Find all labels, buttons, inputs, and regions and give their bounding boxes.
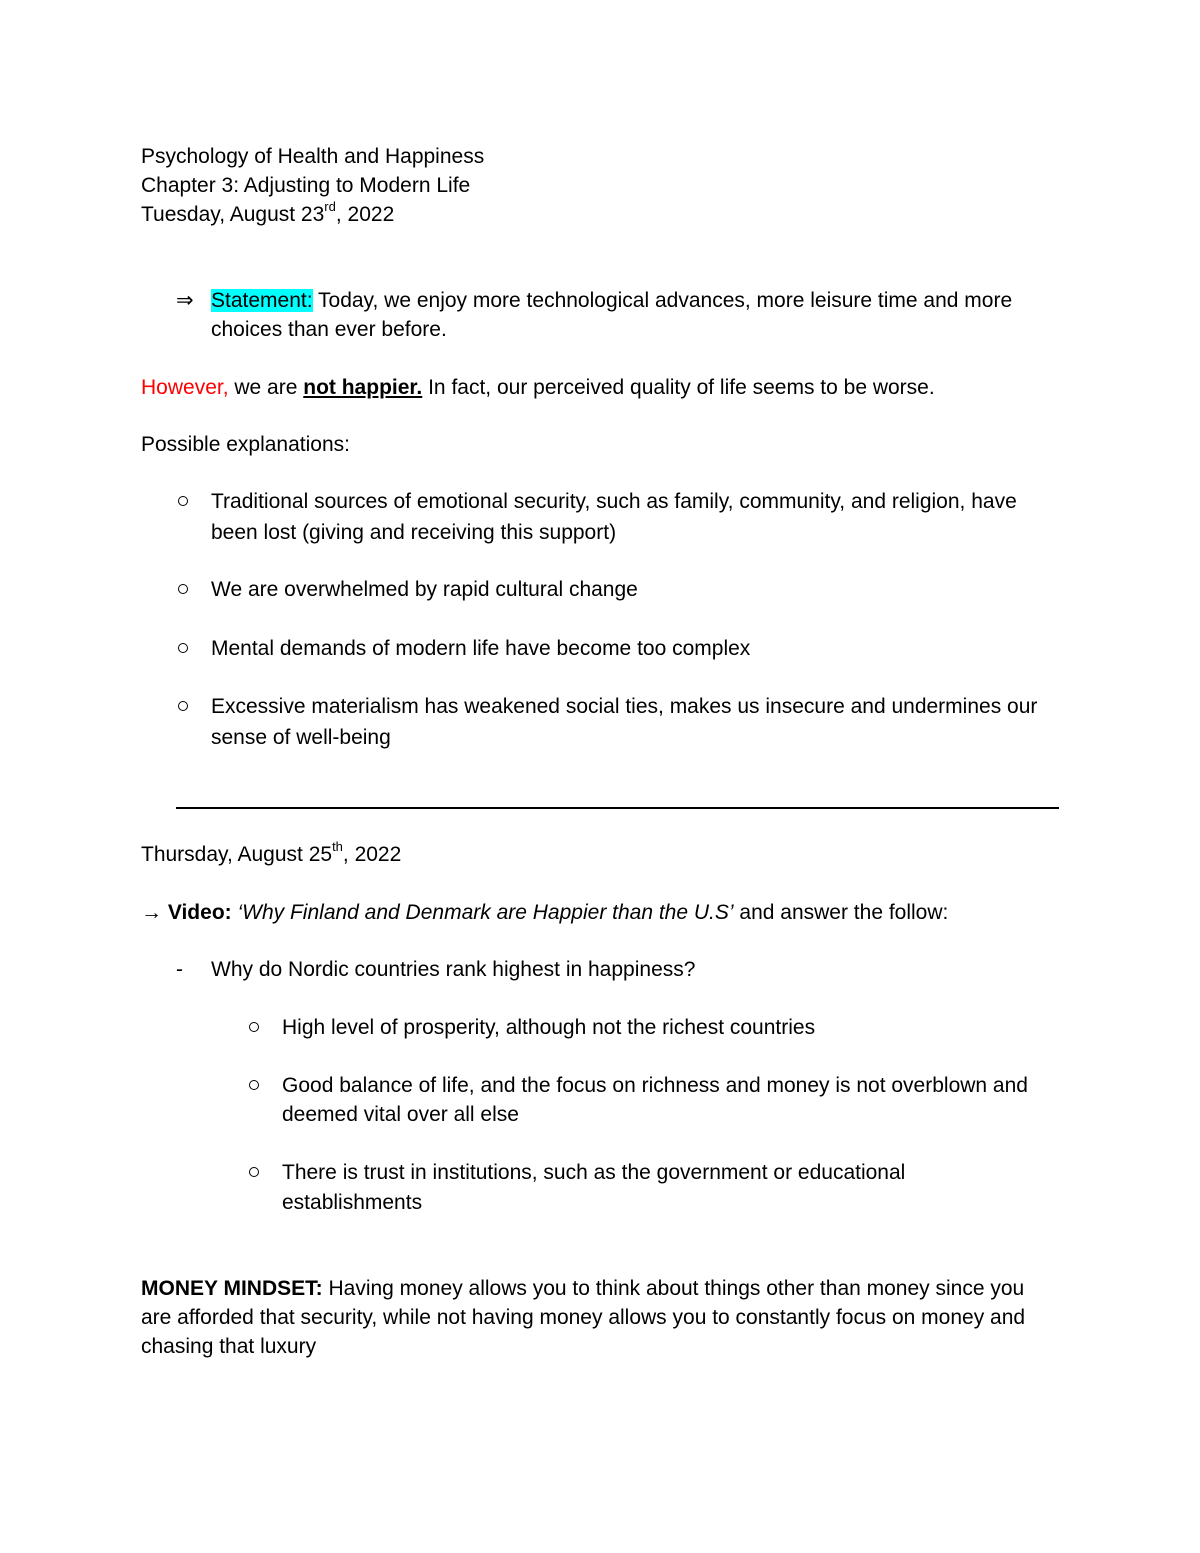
money-mindset-line-3 [141,1332,316,1361]
session-date-2 [141,840,401,869]
money-mindset-text-1: Having money allows you to think about things other than money since you [322,1277,1025,1300]
answer-item [282,1013,815,1042]
right-arrow-icon: → [141,901,162,924]
money-mindset-text-3: chasing that luxury [141,1335,317,1358]
statement-line-2 [211,315,447,344]
course-title-text: Psychology of Health and Happiness [141,145,485,168]
circle-bullet-icon [249,1080,259,1090]
statement-text-1: Today, we enjoy more technological advances, more leisure time and more [312,289,1013,312]
money-mindset-text-2: are afforded that security, while not having money allows you to constantly focus on money and [141,1306,1026,1329]
explanation-item [211,575,638,604]
chapter-title-text: Chapter 3: Adjusting to Modern Life [141,174,471,197]
question-line [211,955,695,984]
circle-bullet-icon [249,1022,259,1032]
however-mid: we are [228,376,304,399]
explanation-3-line-1: Mental demands of modern life have become too complex [211,637,751,660]
question-text: Why do Nordic countries rank highest in happiness? [211,958,696,981]
double-arrow-icon: ⇒ [176,289,194,312]
answer-item [282,1071,1028,1100]
explanation-2-line-1: We are overwhelmed by rapid cultural change [211,578,638,601]
explanations-heading-text: Possible explanations: [141,433,350,456]
however-paragraph [141,373,935,402]
date1-year: , 2022 [335,203,395,226]
date1-main: Tuesday, August 23 [141,203,325,226]
section-divider [176,807,1059,809]
money-mindset-label: MONEY MINDSET: [141,1277,323,1300]
money-mindset-line-2 [141,1303,1025,1332]
video-instruction: and answer the follow: [733,901,949,924]
answer-item [282,1158,905,1187]
answer-3-line-1: There is trust in institutions, such as the government or educational [282,1161,906,1184]
explanation-4-line-1: Excessive materialism has weakened social ties, makes us insecure and undermines our [211,695,1038,718]
date1-suffix: rd [324,199,336,214]
course-title [141,142,484,171]
circle-bullet-icon [178,643,188,653]
explanation-item [211,692,1037,721]
circle-bullet-icon [178,496,188,506]
answer-2-line-1: Good balance of life, and the focus on richness and money is not overblown and [282,1074,1028,1097]
answer-item-cont [282,1188,422,1217]
circle-bullet-icon [249,1167,259,1177]
explanation-1-line-2: been lost (giving and receiving this support) [211,521,617,544]
video-label: Video: [167,901,232,924]
circle-bullet-icon [178,584,188,594]
explanation-4-line-2: sense of well-being [211,726,391,749]
explanation-item-cont [211,723,391,752]
date2-main: Thursday, August 25 [141,843,333,866]
video-title: ‘Why Finland and Denmark are Happier than the U.S’ [231,901,734,924]
explanations-heading [141,430,350,459]
explanation-item-cont [211,518,616,547]
not-happier-emphasis: not happier. [303,376,423,399]
date2-suffix: th [332,839,343,854]
chapter-title [141,171,470,200]
statement-text-2: choices than ever before. [211,318,447,341]
however-lead: However, [141,376,229,399]
statement-line-1 [211,286,1012,315]
answer-3-line-2: establishments [282,1191,423,1214]
explanation-item [211,634,750,663]
video-line [141,898,948,927]
answer-1-line-1: High level of prosperity, although not the richest countries [282,1016,816,1039]
date2-year: , 2022 [342,843,402,866]
session-date-1 [141,200,394,229]
explanation-1-line-1: Traditional sources of emotional security, such as family, community, and religion, have [211,490,1017,513]
statement-label: Statement: [211,289,313,312]
answer-item-cont [282,1100,519,1129]
money-mindset-line-1 [141,1274,1024,1303]
dash-bullet-icon: - [176,958,183,981]
however-rest: In fact, our perceived quality of life seems to be worse. [422,376,935,399]
answer-2-line-2: deemed vital over all else [282,1103,519,1126]
explanation-item [211,487,1017,516]
circle-bullet-icon [178,701,188,711]
